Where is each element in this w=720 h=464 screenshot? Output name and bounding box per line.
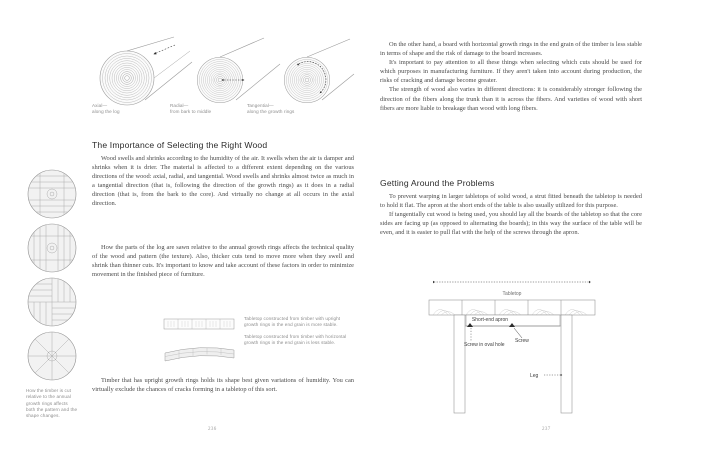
left-paragraph-2-wrap	[92, 243, 354, 279]
log-axial	[100, 51, 154, 105]
right-paragraph-3: The strength of wood also varies in different directions: it is considerably stronger following the direction of the fibers along the trunk than it is across the fibers. And varieties of wood with short fibers are more liable to breakage than wood with long fibers.	[380, 86, 642, 112]
right-paragraph-5: If tangentially cut wood is being used, you should lay all the boards of the tabletop so that the core sides are facing up (as opposed to alternating the boards); in this way the surface of the table will be even, and it is easier to pull flat with the help of the screws through the apron.	[380, 211, 642, 237]
right-top-paragraphs	[380, 40, 642, 113]
left-paragraph-2: How the parts of the log are sawn relative to the annual growth rings affects the technical quality of the wood and pattern (the texture). Also, thicker cuts tend to move more when they swell and shrink than thinner cuts. It's important to know and take account of these factors in order to minimize movement in the finished piece of furniture.	[92, 244, 354, 279]
log-caption-tangential-term: Tangential—	[247, 103, 274, 108]
board-caption-horizontal: Tabletop constructed from timber with horizontal growth rings in the end grain is less stable.	[244, 333, 347, 345]
left-paragraph-1: Wood swells and shrinks according to the humidity of the air. It swells when the air is damper and shrinks when it is drier. The material is affected to a different extent depending on the various directions of the wood: axial, radial, and tangential. Wood swells and shrinks almost twice as much in a tangential direction (that is, following the direction of the growth rings) as it does in a radial direction (that is, from the bark to the core). And virtually no change at all occurs in the axial direction.	[92, 155, 354, 208]
log-caption-axial	[92, 103, 176, 116]
label-screw-oval-hole: Screw in oval hole	[464, 342, 505, 348]
log-caption-radial-term: Radial—	[170, 103, 189, 108]
table-legs	[454, 315, 572, 413]
board-endgrain-svg	[164, 317, 236, 367]
label-screw: Screw	[515, 338, 529, 344]
left-paragraph-1-wrap	[92, 154, 354, 209]
log-caption-radial	[170, 103, 254, 116]
board-horizontal-rings	[165, 348, 234, 361]
left-paragraph-3: Timber that has upright growth rings holds its shape best given variations of humidity. You can virtually exclude the chances of cracks forming in a tabletop of this sort.	[92, 377, 354, 394]
cut-pattern-2	[28, 224, 76, 272]
board-caption-upright: Tabletop constructed from timber with upright growth rings in the end grain is more stable.	[244, 316, 341, 328]
log-caption-radial-desc: from bark to middle	[170, 109, 212, 115]
right-bottom-paragraphs	[380, 192, 642, 237]
label-short-end-apron: Short-end apron	[471, 317, 509, 323]
log-tangential	[284, 57, 329, 102]
board-figure-captions	[244, 316, 354, 351]
left-page-heading: The Importance of Selecting the Right Wood	[92, 140, 268, 150]
right-page	[360, 0, 720, 464]
log-caption-axial-desc: along the log	[92, 109, 120, 115]
left-paragraph-3-wrap	[92, 376, 354, 394]
cut-pattern-1	[28, 170, 76, 218]
log-figure-captions	[92, 103, 356, 123]
cut-pattern-svg	[26, 168, 78, 380]
cut-pattern-3	[28, 278, 76, 326]
folio-right: 237	[542, 427, 551, 432]
label-leg: Leg	[530, 373, 539, 379]
right-paragraph-1: On the other hand, a board with horizontal growth rings in the end grain of the timber is less stable in terms of shape and the risk of damage to the board increases.	[380, 41, 642, 58]
board-upright-rings	[164, 319, 234, 329]
cut-pattern-4	[28, 332, 76, 380]
log-caption-tangential	[247, 103, 331, 116]
board-endgrain-figures	[164, 317, 236, 367]
right-paragraph-2: It's important to pay attention to all these things when selecting which cuts should be used for which purposes in manufacturing furniture. If they aren't taken into account during production, the risks of cracking and damage become greater.	[380, 59, 642, 85]
margin-figure-caption: How the timber is cut relative to the annual growth rings affects both the pattern and the shape changes.	[26, 388, 78, 419]
right-page-heading: Getting Around the Problems	[380, 178, 495, 188]
label-tabletop: Tabletop	[502, 291, 522, 297]
axial-arrow	[154, 45, 175, 54]
table-construction-figure	[378, 278, 658, 418]
folio-left: 236	[208, 427, 217, 432]
log-caption-axial-term: Axial—	[92, 103, 108, 108]
tabletop-slab	[429, 300, 595, 315]
cut-pattern-figures	[26, 168, 78, 380]
table-construction-svg	[378, 278, 658, 418]
right-paragraph-4: To prevent warping in larger tabletops of solid wood, a strut fitted beneath the tabletop is needed to hold it flat. The apron at the short ends of the table is also usually utilized for this purpose.	[380, 193, 642, 210]
log-caption-tangential-desc: along the growth rings	[247, 109, 295, 115]
